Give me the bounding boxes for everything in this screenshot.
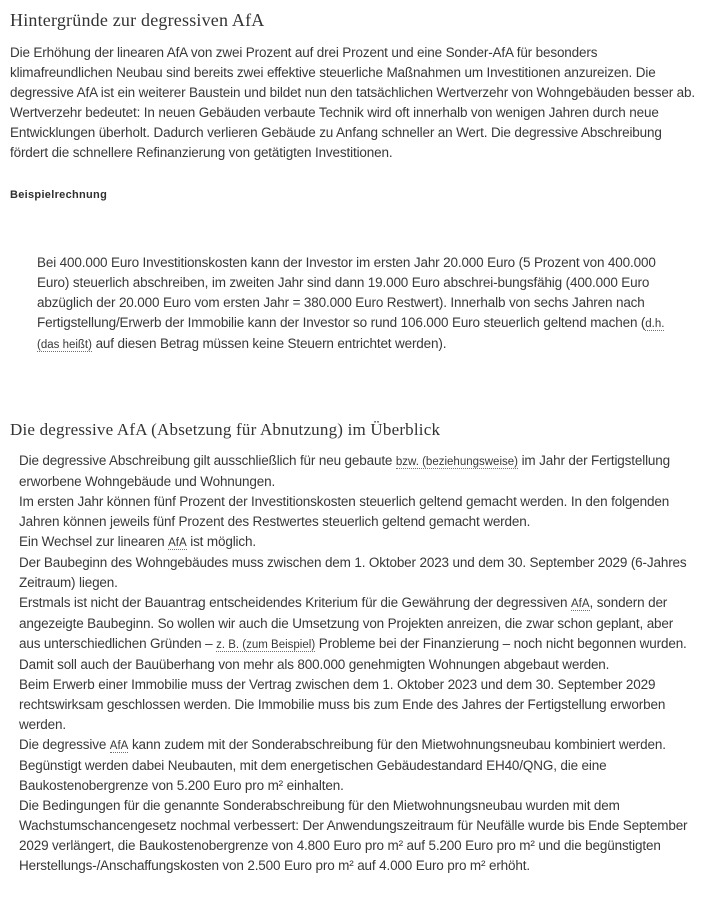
list-item [19,451,696,492]
text-run: Beim Erwerb einer Immobilie muss der Vertrag zwischen dem 1. Oktober 2023 und dem 30. September 2029 rechtswirksam geschlossen werden. Die Immobilie muss bis zum Ende des Jahres der Fertigstellung erworben werden. [19,677,666,732]
list-item [19,532,696,553]
abbreviation: d.h. (das heißt) [37,318,665,351]
text-run: ist möglich. [186,534,256,549]
list-item [19,735,696,796]
text-run: Die degressive Abschreibung gilt ausschließlich für neu gebaute [19,453,396,468]
text-run: Bei 400.000 Euro Investitionskosten kann der Investor im ersten Jahr 20.000 Euro (5 Prozent von 400.000 Euro) steuerlich abschreiben, im zweiten Jahr sind dann 19.000 Euro abschrei-bungsfähig (400.000 Euro abzüglich der 20.000 Euro vom ersten Jahr = 380.000 Euro Restwert). Innerhalb von sechs Jahren nach Fertigstellung/Erwerb der Immobilie kann der Investor so rund 106.000 Euro steuerlich geltend machen ( [37,255,656,330]
abbreviation: AfA [168,537,187,549]
text-run: kann zudem mit der Sonderabschreibung für den Mietwohnungsneubau kombiniert werden. Begünstigt werden dabei Neubauten, mit dem energetischen Gebäudestandard EH40/QNG, die eine Baukostenobergrenze von 5.200 Euro pro m² einhalten. [19,737,666,793]
abbreviation: AfA [109,740,129,752]
example-label: Beispielrechnung [10,189,108,201]
text-run: Die degressive [19,737,110,752]
list-item [19,492,696,532]
text-run: Erstmals ist nicht der Bauantrag entscheidendes Kriterium für die Gewährung der degressiven [19,595,571,610]
text-run: Im ersten Jahr können fünf Prozent der Investitionskosten steuerlich geltend gemacht werden. In den folgenden Jahren können jeweils fünf Prozent des Restwertes steuerlich geltend gemacht werden. [19,494,670,529]
text-run: Ein Wechsel zur linearen [19,534,169,549]
text-run: auf diesen Betrag müssen keine Steuern entrichtet werden). [91,336,447,351]
abbreviation: AfA [571,598,590,610]
page-title: Hintergründe zur degressiven AfA [10,10,265,30]
text-run: Der Baubeginn des Wohngebäudes muss zwischen dem 1. Oktober 2023 und dem 30. September 2029 (6-Jahres Zeitraum) liegen. [19,555,687,590]
list-item [19,675,696,735]
intro-paragraph: Die Erhöhung der linearen AfA von zwei Prozent auf drei Prozent und eine Sonder-AfA für besonders klimafreundlichen Neubau sind bereits zwei effektive steuerliche Maßnahmen um Investitionen anzureizen. Die degressive AfA ist ein weiterer Baustein und bildet nun den tatsächlichen Wertverzehr von Wohngebäuden besser ab. Wertverzehr bedeutet: In neuen Gebäuden verbaute Technik wird oft innerhalb von wenigen Jahren durch neue Entwicklungen überholt. Dadurch verlieren Gebäude zu Anfang schneller an Wert. Die degressive Abschreibung fördert die schnellere Refinanzierung von getätigten Investitionen. [10,45,695,160]
example-quote [37,253,682,355]
abbreviation: z. B. (zum Beispiel) [216,639,316,651]
abbreviation: bzw. (beziehungsweise) [395,456,518,468]
text-run: Probleme bei der Finanzierung – noch nicht begonnen wurden. Damit soll auch der Bauüberhang von mehr als 800.000 genehmigten Wohnungen abgebaut werden. [19,636,687,672]
list-item [19,796,696,876]
text-run: im Jahr der Fertigstellung erworbene Wohngebäude und Wohnungen. [19,453,670,489]
text-run: Die Bedingungen für die genannte Sonderabschreibung für den Mietwohnungsneubau wurden mit dem Wachstumschancengesetz nochmal verbessert: Der Anwendungszeitraum für Neufälle wurde bis Ende September 2029 verlängert, die Baukostenobergrenze von 4.800 Euro pro m² auf 5.200 Euro pro m² und die begünstigten Herstellungs-/Anschaffungskosten von 2.500 Euro pro m² auf 4.000 Euro pro m² erhöht. [19,798,688,873]
text-run: , sondern der angezeigte Baubeginn. So wollen wir auch die Umsetzung von Projekten anreizen, die zwar schon geplant, aber aus unterschiedlichen Gründen – [19,595,674,651]
list-item [19,593,696,675]
overview-heading: Die degressive AfA (Absetzung für Abnutzung) im Überblick [10,420,441,439]
list-item [19,553,696,593]
overview-list [10,451,696,876]
